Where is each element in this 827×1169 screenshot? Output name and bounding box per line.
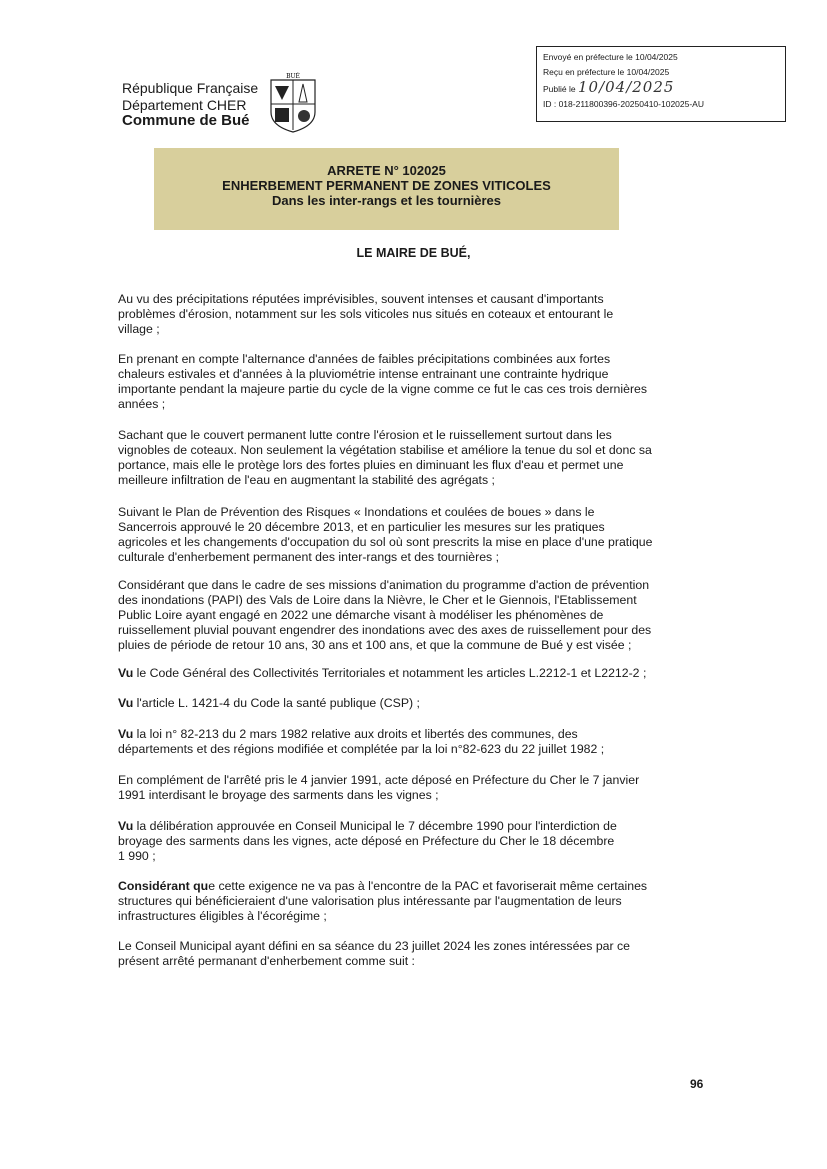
issuer-header [122, 80, 258, 130]
paragraph-line [118, 608, 651, 623]
paragraph-line [118, 894, 647, 909]
body-paragraph [118, 879, 647, 924]
line-text: Au vu des précipitations réputées imprévisibles, souvent intenses et causant d'importants [118, 292, 604, 306]
line-text: importante pendant la majeure partie du cycle de la vigne comme ce fut le cas ces trois dernières [118, 382, 648, 396]
line-text: des inondations (PAPI) des Vals de Loire dans la Nièvre, le Cher et le Giennois, l'Etablissement [118, 593, 637, 607]
department-label: Département CHER [122, 96, 247, 113]
paragraph-line [118, 696, 420, 711]
paragraph-lead: Vu [118, 727, 134, 741]
line-text: 1991 interdisant le broyage des sarments dans les vignes ; [118, 788, 439, 802]
paragraph-line [118, 909, 647, 924]
line-text: le Code Général des Collectivités Territoriales et notamment les articles L.2212-1 et L2212-2 ; [133, 666, 647, 680]
line-text: années ; [118, 397, 166, 411]
line-text: Sancerrois approuvé le 20 décembre 2013, et en particulier les mesures sur les pratiques [118, 520, 605, 534]
republic-label: République Française [122, 80, 259, 96]
commune-label: Commune de Bué [122, 112, 250, 129]
line-text: En complément de l'arrêté pris le 4 janvier 1991, acte déposé en Préfecture du Cher le 7 janvier [118, 773, 640, 787]
paragraph-line [118, 322, 613, 337]
body-paragraph [118, 578, 651, 653]
decree-subtitle: Dans les inter-rangs et les tournières [271, 193, 502, 208]
body-paragraph [118, 727, 604, 757]
body-paragraph [118, 292, 613, 337]
line-text: Considérant que dans le cadre de ses missions d'animation du programme d'action de prévention [118, 578, 650, 592]
paragraph-lead: Vu [118, 666, 134, 680]
line-text: Public Loire ayant engagé en 2022 une démarche visant à modéliser les phénomènes de [118, 608, 604, 622]
line-text: broyage des sarments dans les vignes, acte déposé en Préfecture du Cher le 18 décembre [118, 834, 615, 848]
published-label: Publié le [543, 84, 576, 94]
line-text: e cette exigence ne va pas à l'encontre de la PAC et favoriserait même certaines [208, 879, 648, 893]
paragraph-lead: Considérant qu [118, 879, 209, 893]
line-text: structures qui bénéficieraient d'une valorisation plus intéressante par l'augmentation de leurs [118, 894, 622, 908]
paragraph-line [118, 292, 613, 307]
body-paragraph [118, 696, 420, 711]
line-text: infrastructures éligibles à l'écorégime ; [118, 909, 327, 923]
line-text: l'article L. 1421-4 du Code la santé publique (CSP) ; [133, 696, 420, 710]
coat-of-arms-icon [269, 72, 317, 134]
paragraph-line [118, 727, 604, 742]
paragraph-lead: Vu [118, 696, 134, 710]
decree-title-box [154, 148, 619, 230]
paragraph-line [118, 593, 651, 608]
paragraph-line [118, 773, 639, 788]
line-text: portance, mais elle le protège lors des fortes pluies en diminuant les flux d'eau et permet une [118, 458, 624, 472]
mayor-heading: LE MAIRE DE BUÉ, [356, 246, 471, 260]
paragraph-line [118, 307, 613, 322]
paragraph-line [118, 623, 651, 638]
paragraph-line [118, 535, 652, 550]
paragraph-line [118, 443, 652, 458]
paragraph-line [118, 352, 647, 367]
body-paragraph [118, 939, 630, 969]
line-text: présent arrêté permanant d'enherbement comme suit : [118, 954, 415, 968]
paragraph-line [118, 473, 652, 488]
paragraph-line [118, 939, 630, 954]
paragraph-line [118, 742, 604, 757]
paragraph-line [118, 397, 647, 412]
paragraph-line [118, 834, 617, 849]
line-text: la délibération approuvée en Conseil Municipal le 7 décembre 1990 pour l'interdiction de [133, 819, 617, 833]
body-paragraph [118, 773, 639, 803]
line-text: pluies de période de retour 10 ans, 30 ans et 100 ans, et que la commune de Bué y est visée ; [118, 638, 632, 652]
paragraph-line [118, 458, 652, 473]
line-text: culturale d'enherbement permanent des inter-rangs et des tournières ; [118, 550, 500, 564]
paragraph-line [118, 428, 652, 443]
published-date-handwritten: 10/04/2025 [577, 78, 675, 96]
line-text: 1 990 ; [118, 849, 156, 863]
paragraph-lead: Vu [118, 819, 134, 833]
paragraph-line [118, 550, 652, 565]
body-paragraph [118, 505, 652, 565]
line-text: chaleurs estivales et d'années à la pluviométrie intense entrainant une contrainte hydrique [118, 367, 609, 381]
line-text: Le Conseil Municipal ayant défini en sa séance du 23 juillet 2024 les zones intéressées par ce [118, 939, 631, 953]
paragraph-line [118, 819, 617, 834]
paragraph-line [118, 954, 630, 969]
line-text: vignobles de coteaux. Non seulement la végétation stabilise et améliore la tenue du sol et donc sa [118, 443, 652, 457]
sent-date: Envoyé en préfecture le 10/04/2025 [543, 52, 678, 62]
line-text: village ; [118, 322, 160, 336]
paragraph-line [118, 879, 647, 894]
line-text: meilleure infiltration de l'eau en augmentant la stabilité des agrégats ; [118, 473, 495, 487]
decree-number: ARRETE N° 102025 [327, 163, 446, 178]
svg-text:BUÉ: BUÉ [286, 73, 300, 80]
prefecture-stamp [536, 46, 786, 122]
paragraph-line [118, 367, 647, 382]
line-text: départements et des régions modifiée et complétée par la loi n°82-623 du 22 juillet 1982 ; [118, 742, 605, 756]
page-number: 96 [690, 1077, 704, 1091]
line-text: agricoles et les changements d'occupation du sol où sont prescrits la mise en place d'une pratique [118, 535, 653, 549]
line-text: Suivant le Plan de Prévention des Risques « Inondations et coulées de boues » dans le [118, 505, 595, 519]
paragraph-line [118, 505, 652, 520]
paragraph-line [118, 849, 617, 864]
paragraph-line [118, 578, 651, 593]
body-paragraph [118, 819, 617, 864]
line-text: problèmes d'érosion, notamment sur les sols viticoles nus situés en coteaux et entourant le [118, 307, 614, 321]
paragraph-line [118, 382, 647, 397]
decree-subject: ENHERBEMENT PERMANENT DE ZONES VITICOLES [222, 178, 551, 193]
line-text: la loi n° 82-213 du 2 mars 1982 relative aux droits et libertés des communes, des [133, 727, 578, 741]
paragraph-line [118, 666, 646, 681]
body-paragraph [118, 666, 646, 681]
body-paragraph [118, 428, 652, 488]
line-text: ruissellement pluvial pouvant engendrer des inondations avec des axes de ruissellement pour des [118, 623, 652, 637]
paragraph-line [118, 520, 652, 535]
paragraph-line [118, 788, 639, 803]
act-id: ID : 018-211800396-20250410-102025-AU [543, 99, 704, 109]
line-text: Sachant que le couvert permanent lutte contre l'érosion et le ruissellement surtout dans les [118, 428, 612, 442]
line-text: En prenant en compte l'alternance d'années de faibles précipitations combinées aux fortes [118, 352, 611, 366]
paragraph-line [118, 638, 651, 653]
received-date: Reçu en préfecture le 10/04/2025 [543, 67, 670, 77]
body-paragraph [118, 352, 647, 412]
